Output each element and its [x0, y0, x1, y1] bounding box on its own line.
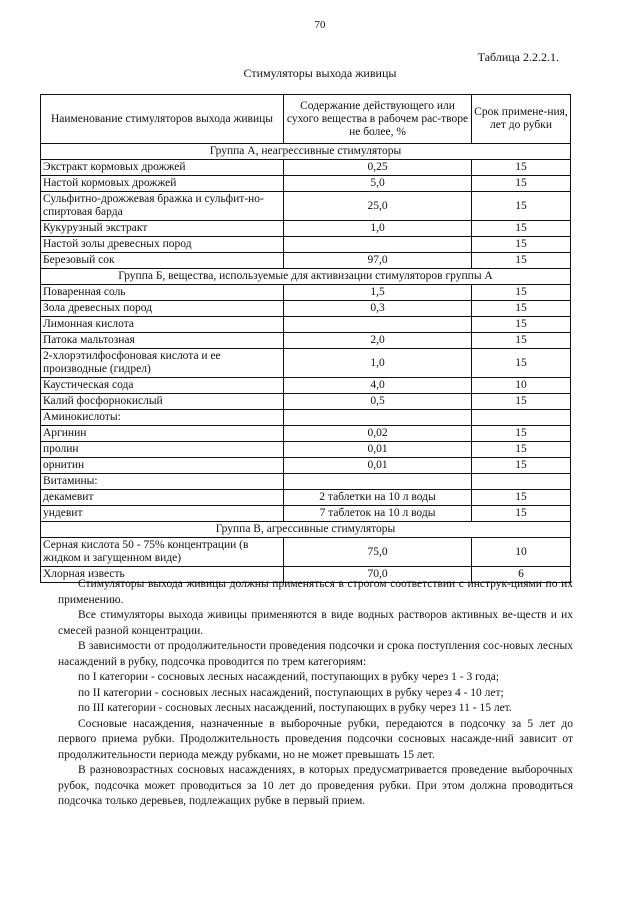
paragraph: Все стимуляторы выхода живицы применяются в виде водных растворов активных ве-ществ и их смесей разной концентрации.: [58, 609, 573, 637]
cell-term: 15: [472, 458, 571, 474]
body-text: [58, 577, 573, 810]
cell-term: 15: [472, 253, 571, 269]
cell-content: [284, 317, 472, 333]
group-header-row: [41, 269, 571, 285]
cell-term: 15: [472, 221, 571, 237]
table-row: [41, 285, 571, 301]
table-row: [41, 442, 571, 458]
cell-content: 5,0: [284, 176, 472, 192]
cell-term: 10: [472, 538, 571, 567]
table-row: [41, 301, 571, 317]
cell-name: ундевит: [41, 506, 284, 522]
table-row: [41, 160, 571, 176]
cell-name: пролин: [41, 442, 284, 458]
table-header-row: [41, 95, 571, 144]
cell-name: Березовый сок: [41, 253, 284, 269]
cell-content: 2 таблетки на 10 л воды: [284, 490, 472, 506]
cell-term: 15: [472, 490, 571, 506]
cell-term: 15: [472, 301, 571, 317]
table-row: [41, 474, 571, 490]
cell-name: декамевит: [41, 490, 284, 506]
table-row: [41, 394, 571, 410]
cell-content: 0,5: [284, 394, 472, 410]
cell-name: Витамины:: [41, 474, 284, 490]
cell-content: 25,0: [284, 192, 472, 221]
cell-content: 0,01: [284, 458, 472, 474]
cell-term: 15: [472, 426, 571, 442]
cell-name: Серная кислота 50 - 75% концентрации (в жидком и загущенном виде): [41, 538, 284, 567]
table-row: [41, 176, 571, 192]
cell-content: 97,0: [284, 253, 472, 269]
cell-name: Каустическая сода: [41, 378, 284, 394]
cell-term: [472, 474, 571, 490]
table-title: Стимуляторы выхода живицы: [243, 66, 397, 80]
cell-term: 15: [472, 349, 571, 378]
category-item: по III категории - сосновых лесных насаждений, поступающих в рубку через 11 - 15 лет.: [78, 702, 512, 714]
group-header-row: [41, 144, 571, 160]
cell-term: 15: [472, 394, 571, 410]
paragraph: В разновозрастных сосновых насаждениях, в которых предусматривается проведение выборочных рубок, подсочка может проводиться за 10 лет до проведения рубки. При этом должна проводиться подсочка только деревьев, подлежащих рубке в первый прием.: [58, 764, 573, 807]
cell-content: 75,0: [284, 538, 472, 567]
header-name: Наименование стимуляторов выхода живицы: [41, 95, 284, 144]
cell-content: 4,0: [284, 378, 472, 394]
table-body: [41, 144, 571, 583]
cell-name: Хлорная известь: [41, 567, 284, 583]
cell-term: 15: [472, 237, 571, 253]
cell-name: Настой кормовых дрожжей: [41, 176, 284, 192]
cell-term: 15: [472, 442, 571, 458]
cell-content: [284, 410, 472, 426]
cell-term: 15: [472, 506, 571, 522]
paragraph: Сосновые насаждения, назначенные в выборочные рубки, передаются в подсочку за 5 лет до первого приема рубки. Продолжительность проведения подсочки сосновых насажде-ний зависит от продолжительности периода между рубками, но не может превышать 15 лет.: [58, 717, 573, 761]
cell-name: орнитин: [41, 458, 284, 474]
cell-term: 15: [472, 160, 571, 176]
cell-content: [284, 237, 472, 253]
stimulators-table: [40, 94, 571, 583]
cell-content: 70,0: [284, 567, 472, 583]
cell-name: 2-хлорэтилфосфоновая кислота и ее производные (гидрел): [41, 349, 284, 378]
table-row: [41, 458, 571, 474]
cell-name: Лимонная кислота: [41, 317, 284, 333]
cell-name: Поваренная соль: [41, 285, 284, 301]
group-header-row: [41, 522, 571, 538]
cell-name: Экстракт кормовых дрожжей: [41, 160, 284, 176]
cell-term: 15: [472, 176, 571, 192]
table-row: [41, 490, 571, 506]
cell-content: 1,0: [284, 349, 472, 378]
cell-term: 15: [472, 333, 571, 349]
table-reference: Таблица 2.2.2.1.: [477, 50, 559, 64]
table-row: [41, 378, 571, 394]
header-content: Содержание действующего или сухого вещества в рабочем рас-творе не более, %: [284, 95, 472, 144]
table-row: [41, 221, 571, 237]
category-item: по II категории - сосновых лесных насаждений, поступающих в рубку через 4 - 10 лет;: [78, 686, 504, 699]
cell-name: Настой золы древесных пород: [41, 237, 284, 253]
table-row: [41, 506, 571, 522]
cell-term: 15: [472, 192, 571, 221]
table-row: [41, 349, 571, 378]
header-term: Срок примене-ния, лет до рубки: [472, 95, 571, 144]
cell-name: Сульфитно-дрожжевая бражка и сульфит-но-спиртовая барда: [41, 192, 284, 221]
category-item: по I категории - сосновых лесных насаждений, поступающих в рубку через 1 - 3 года;: [78, 671, 500, 683]
cell-term: [472, 410, 571, 426]
group-title: Группа Б, вещества, используемые для активизации стимуляторов группы А: [41, 269, 571, 285]
cell-content: 1,5: [284, 285, 472, 301]
cell-term: 15: [472, 317, 571, 333]
table-row: [41, 333, 571, 349]
cell-name: Кукурузный экстракт: [41, 221, 284, 237]
table-row: [41, 237, 571, 253]
table-row: [41, 538, 571, 567]
page-number: 70: [314, 19, 326, 31]
cell-content: 7 таблеток на 10 л воды: [284, 506, 472, 522]
cell-name: Аминокислоты:: [41, 410, 284, 426]
cell-term: 6: [472, 567, 571, 583]
cell-content: 0,02: [284, 426, 472, 442]
cell-term: 10: [472, 378, 571, 394]
cell-term: 15: [472, 285, 571, 301]
cell-name: Калий фосфорнокислый: [41, 394, 284, 410]
group-title: Группа А, неагрессивные стимуляторы: [41, 144, 571, 160]
table-row: [41, 426, 571, 442]
cell-content: 2,0: [284, 333, 472, 349]
cell-content: 1,0: [284, 221, 472, 237]
table-row: [41, 192, 571, 221]
cell-content: [284, 474, 472, 490]
cell-name: Аргинин: [41, 426, 284, 442]
cell-content: 0,3: [284, 301, 472, 317]
paragraph: Стимуляторы выхода живицы должны применяться в строгом соответствии с инструк-циями по их применению.: [58, 578, 573, 606]
cell-content: 0,25: [284, 160, 472, 176]
table-row: [41, 317, 571, 333]
table-row: [41, 253, 571, 269]
table-row: [41, 410, 571, 426]
cell-name: Зола древесных пород: [41, 301, 284, 317]
cell-name: Патока мальтозная: [41, 333, 284, 349]
group-title: Группа В, агрессивные стимуляторы: [41, 522, 571, 538]
cell-content: 0,01: [284, 442, 472, 458]
paragraph: В зависимости от продолжительности проведения подсочки и срока поступления сос-новых лесных насаждений в рубку, подсочка проводится по трем категориям:: [58, 640, 573, 668]
